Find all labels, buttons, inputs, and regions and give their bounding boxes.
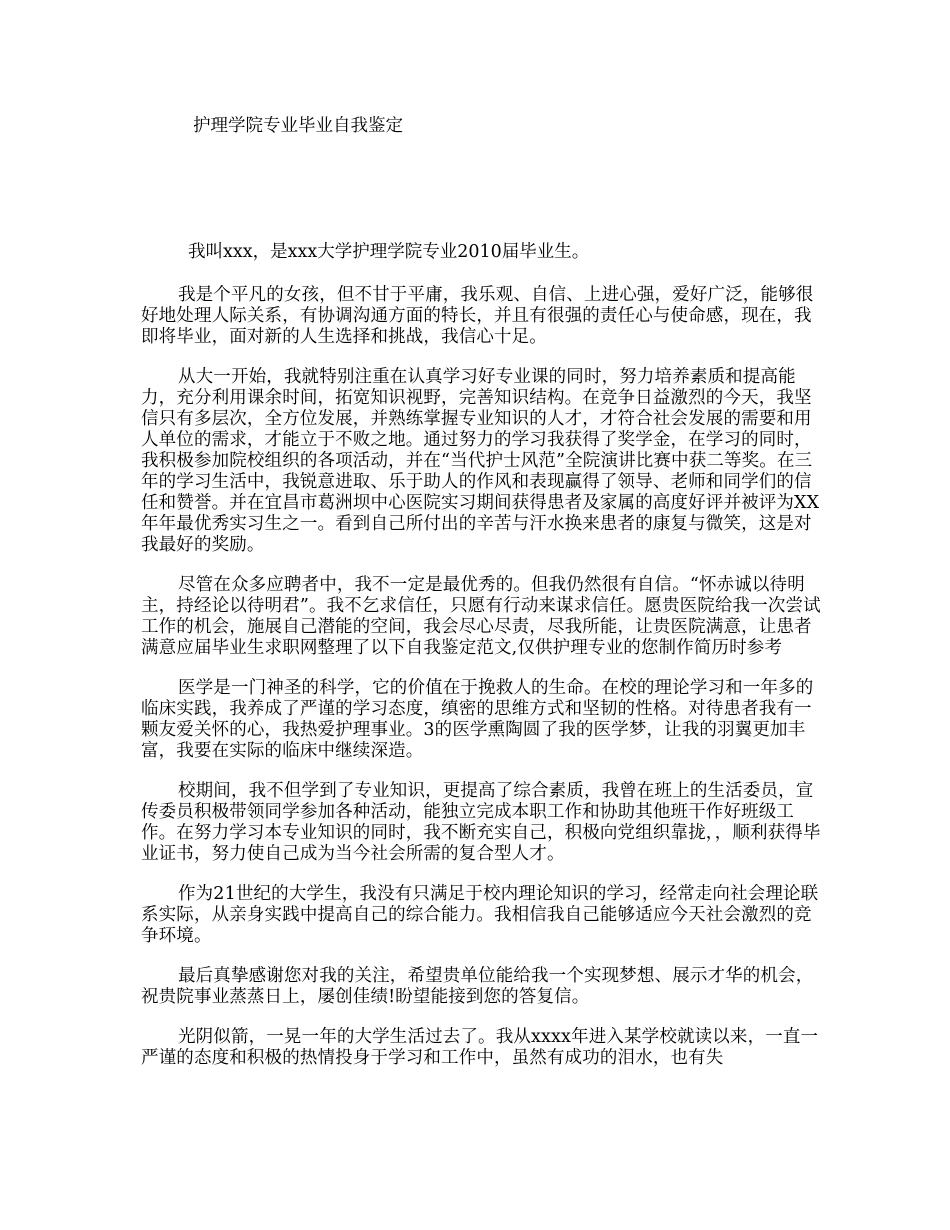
paragraph-8: 光阴似箭，一晃一年的大学生活过去了。我从xxxx年进入某学校就读以来，一直一严谨的态度和积极的热情投身于学习和工作中，虽然有成功的泪水，也有失 xyxy=(141,1027,819,1068)
paragraph-7: 最后真挚感谢您对我的关注，希望贵单位能给我一个实现梦想、展示才华的机会，祝贵院事业蒸蒸日上，屡创佳绩!盼望能接到您的答复信。 xyxy=(141,966,814,1007)
paragraph-1: 我是个平凡的女孩，但不甘于平庸，我乐观、自信、上进心强，爱好广泛，能够很好地处理人际关系，有协调沟通方面的特长，并且有很强的责任心与使命感，现在，我即将毕业，面对新的人生选择和挑战，我信心十足。 xyxy=(141,285,814,347)
document-body xyxy=(141,285,821,1088)
paragraph-6: 作为21世纪的大学生，我没有只满足于校内理论知识的学习，经常走向社会理论联系实际，从亲身实践中提高自己的综合能力。我相信我自己能够适应今天社会激烈的竞争环境。 xyxy=(141,884,819,946)
document-title: 护理学院专业毕业自我鉴定 xyxy=(193,116,403,136)
paragraph-5: 校期间，我不但学到了专业知识，更提高了综合素质，我曾在班上的生活委员，宣传委员积极带领同学参加各种活动，能独立完成本职工作和协助其他班干作好班级工作。在努力学习本专业知识的同时，我不断充实自己，积极向党组织靠拢，，顺利获得毕业证书，努力使自己成为当今社会所需的复合型人才。 xyxy=(141,781,821,864)
intro-line: 我叫xxx，是xxx大学护理学院专业2010届毕业生。 xyxy=(188,242,590,262)
paragraph-2: 从大一开始，我就特别注重在认真学习好专业课的同时，努力培养素质和提高能力，充分利用课余时间，拓宽知识视野，完善知识结构。在竞争日益激烈的今天，我坚信只有多层次，全方位发展，并熟练掌握专业知识的人才，才符合社会发展的需要和用人单位的需求，才能立于不败之地。通过努力的学习我获得了奖学金，在学习的同时，我积极参加院校组织的各项活动，并在“当代护士风范”全院演讲比赛中获二等奖。在三年的学习生活中，我锐意进取、乐于助人的作风和表现赢得了领导、老师和同学们的信任和赞誉。并在宜昌市葛洲坝中心医院实习期间获得患者及家属的高度好评并被评为XX年年最优秀实习生之一。看到自己所付出的辛苦与汗水换来患者的康复与微笑，这是对我最好的奖励。 xyxy=(141,367,820,555)
paragraph-4: 医学是一门神圣的科学，它的价值在于挽救人的生命。在校的理论学习和一年多的临床实践，我养成了严谨的学习态度，缜密的思维方式和坚韧的性格。对待患者我有一颗友爱关怀的心，我热爱护理事业。3的医学熏陶圆了我的医学梦，让我的羽翼更加丰富，我要在实际的临床中继续深造。 xyxy=(141,678,814,761)
paragraph-3: 尽管在众多应聘者中，我不一定是最优秀的。但我仍然很有自信。“怀赤诚以待明主，持经论以待明君”。我不乞求信任，只愿有行动来谋求信任。愿贵医院给我一次尝试工作的机会，施展自己潜能的空间，我会尽心尽责，尽我所能，让贵医院满意，让患者满意应届毕业生求职网整理了以下自我鉴定范文,仅供护理专业的您制作简历时参考 xyxy=(141,575,821,658)
